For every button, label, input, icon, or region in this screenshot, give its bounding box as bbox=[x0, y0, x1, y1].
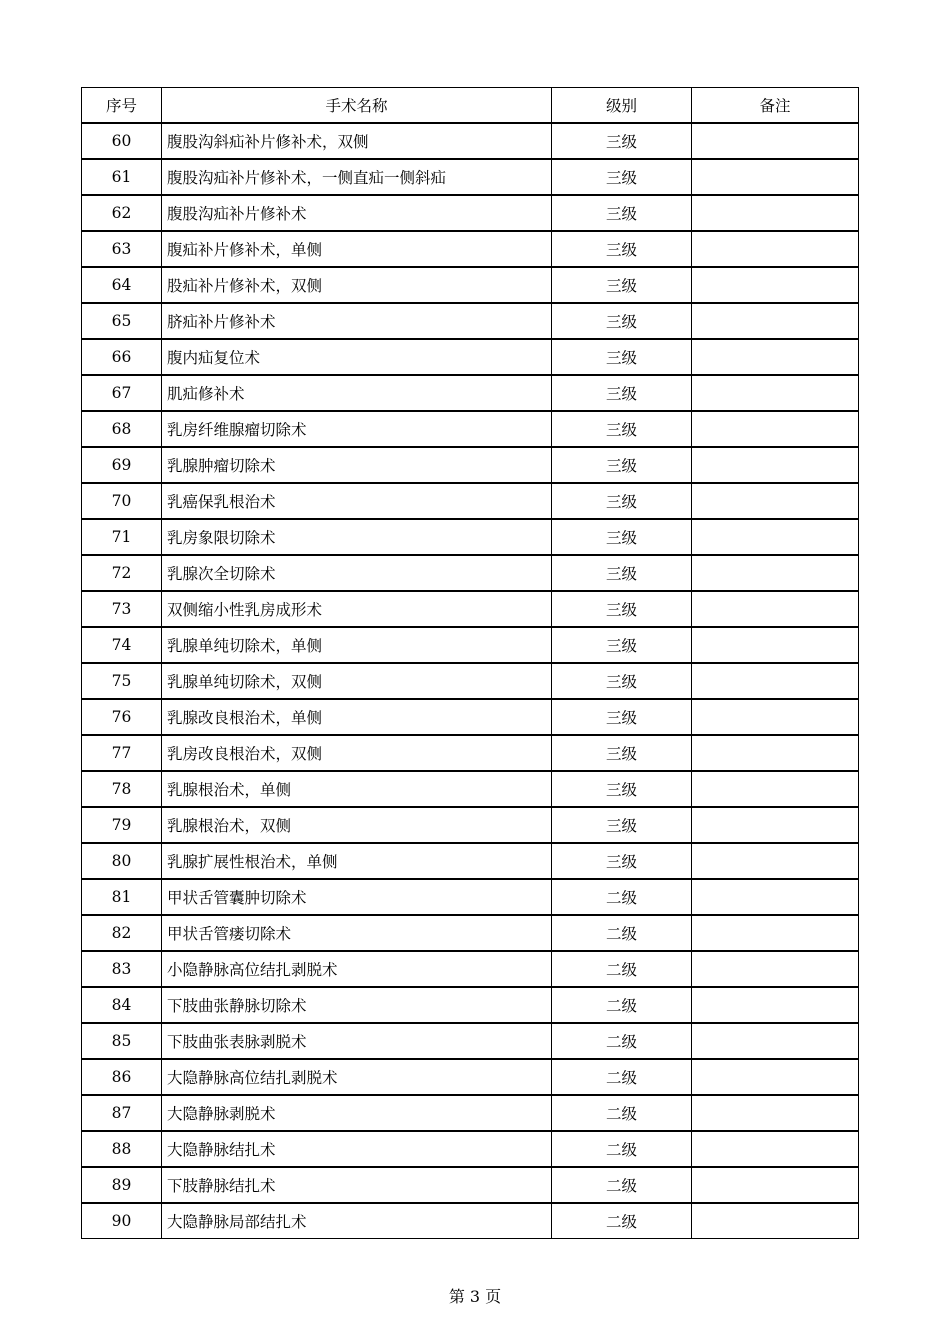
table-row bbox=[82, 771, 859, 807]
cell-level: 三级 bbox=[552, 195, 692, 231]
cell-no: 62 bbox=[82, 195, 162, 231]
cell-note bbox=[692, 1023, 859, 1059]
table-row bbox=[82, 519, 859, 555]
cell-level: 三级 bbox=[552, 411, 692, 447]
cell-name: 脐疝补片修补术 bbox=[162, 303, 552, 339]
cell-level: 三级 bbox=[552, 591, 692, 627]
cell-name: 大隐静脉局部结扎术 bbox=[162, 1203, 552, 1239]
cell-name: 乳房纤维腺瘤切除术 bbox=[162, 411, 552, 447]
cell-name: 股疝补片修补术，双侧 bbox=[162, 267, 552, 303]
cell-level: 三级 bbox=[552, 231, 692, 267]
table-row bbox=[82, 987, 859, 1023]
table-row bbox=[82, 159, 859, 195]
table-row bbox=[82, 915, 859, 951]
cell-no: 69 bbox=[82, 447, 162, 483]
cell-level: 三级 bbox=[552, 555, 692, 591]
cell-level: 二级 bbox=[552, 1095, 692, 1131]
cell-note bbox=[692, 1095, 859, 1131]
cell-no: 81 bbox=[82, 879, 162, 915]
cell-level: 二级 bbox=[552, 1167, 692, 1203]
table-row bbox=[82, 195, 859, 231]
cell-name: 下肢曲张表脉剥脱术 bbox=[162, 1023, 552, 1059]
cell-note bbox=[692, 735, 859, 771]
table-row bbox=[82, 1167, 859, 1203]
cell-no: 64 bbox=[82, 267, 162, 303]
cell-no: 90 bbox=[82, 1203, 162, 1239]
cell-note bbox=[692, 411, 859, 447]
cell-note bbox=[692, 267, 859, 303]
cell-name: 乳房象限切除术 bbox=[162, 519, 552, 555]
cell-level: 二级 bbox=[552, 951, 692, 987]
cell-note bbox=[692, 843, 859, 879]
cell-name: 乳腺根治术，双侧 bbox=[162, 807, 552, 843]
cell-level: 三级 bbox=[552, 483, 692, 519]
cell-note bbox=[692, 663, 859, 699]
cell-note bbox=[692, 447, 859, 483]
surgery-table bbox=[81, 87, 859, 1239]
cell-level: 三级 bbox=[552, 123, 692, 159]
cell-no: 82 bbox=[82, 915, 162, 951]
cell-level: 二级 bbox=[552, 879, 692, 915]
table-row bbox=[82, 843, 859, 879]
cell-no: 71 bbox=[82, 519, 162, 555]
cell-note bbox=[692, 627, 859, 663]
cell-name: 腹股沟疝补片修补术 bbox=[162, 195, 552, 231]
cell-name: 双侧缩小性乳房成形术 bbox=[162, 591, 552, 627]
table-row bbox=[82, 411, 859, 447]
cell-level: 二级 bbox=[552, 1131, 692, 1167]
cell-level: 二级 bbox=[552, 1059, 692, 1095]
table-row bbox=[82, 1131, 859, 1167]
cell-no: 61 bbox=[82, 159, 162, 195]
cell-note bbox=[692, 159, 859, 195]
table-row bbox=[82, 591, 859, 627]
table-row bbox=[82, 375, 859, 411]
cell-name: 乳腺单纯切除术，双侧 bbox=[162, 663, 552, 699]
table-row bbox=[82, 123, 859, 159]
table-row bbox=[82, 339, 859, 375]
cell-note bbox=[692, 195, 859, 231]
cell-name: 肌疝修补术 bbox=[162, 375, 552, 411]
cell-no: 87 bbox=[82, 1095, 162, 1131]
cell-note bbox=[692, 483, 859, 519]
cell-no: 73 bbox=[82, 591, 162, 627]
cell-level: 三级 bbox=[552, 843, 692, 879]
cell-level: 三级 bbox=[552, 735, 692, 771]
table-row bbox=[82, 555, 859, 591]
cell-note bbox=[692, 303, 859, 339]
cell-name: 腹股沟疝补片修补术，一侧直疝一侧斜疝 bbox=[162, 159, 552, 195]
cell-level: 三级 bbox=[552, 447, 692, 483]
cell-name: 乳房改良根治术，双侧 bbox=[162, 735, 552, 771]
cell-note bbox=[692, 375, 859, 411]
table-row bbox=[82, 1023, 859, 1059]
cell-name: 下肢静脉结扎术 bbox=[162, 1167, 552, 1203]
table-row bbox=[82, 483, 859, 519]
cell-no: 72 bbox=[82, 555, 162, 591]
cell-level: 二级 bbox=[552, 1023, 692, 1059]
table-row bbox=[82, 627, 859, 663]
cell-level: 三级 bbox=[552, 519, 692, 555]
table-row bbox=[82, 1059, 859, 1095]
header-level: 级别 bbox=[552, 88, 692, 124]
cell-level: 二级 bbox=[552, 915, 692, 951]
table-body bbox=[82, 123, 859, 1239]
table-row bbox=[82, 735, 859, 771]
cell-no: 77 bbox=[82, 735, 162, 771]
cell-no: 70 bbox=[82, 483, 162, 519]
cell-no: 68 bbox=[82, 411, 162, 447]
table-row bbox=[82, 663, 859, 699]
cell-name: 大隐静脉高位结扎剥脱术 bbox=[162, 1059, 552, 1095]
cell-name: 乳腺扩展性根治术，单侧 bbox=[162, 843, 552, 879]
table-row bbox=[82, 879, 859, 915]
cell-no: 83 bbox=[82, 951, 162, 987]
table-row bbox=[82, 1203, 859, 1239]
cell-note bbox=[692, 1167, 859, 1203]
cell-level: 三级 bbox=[552, 699, 692, 735]
cell-note bbox=[692, 123, 859, 159]
cell-no: 65 bbox=[82, 303, 162, 339]
table-header-row bbox=[82, 88, 859, 124]
cell-name: 乳腺单纯切除术，单侧 bbox=[162, 627, 552, 663]
cell-note bbox=[692, 915, 859, 951]
cell-name: 腹内疝复位术 bbox=[162, 339, 552, 375]
cell-note bbox=[692, 1203, 859, 1239]
cell-name: 乳腺肿瘤切除术 bbox=[162, 447, 552, 483]
cell-name: 大隐静脉剥脱术 bbox=[162, 1095, 552, 1131]
cell-no: 80 bbox=[82, 843, 162, 879]
cell-note bbox=[692, 1131, 859, 1167]
cell-no: 84 bbox=[82, 987, 162, 1023]
cell-note bbox=[692, 699, 859, 735]
header-no: 序号 bbox=[82, 88, 162, 124]
table-row bbox=[82, 699, 859, 735]
cell-name: 乳腺根治术，单侧 bbox=[162, 771, 552, 807]
cell-name: 腹股沟斜疝补片修补术，双侧 bbox=[162, 123, 552, 159]
cell-level: 三级 bbox=[552, 159, 692, 195]
cell-level: 二级 bbox=[552, 987, 692, 1023]
cell-level: 三级 bbox=[552, 807, 692, 843]
cell-no: 66 bbox=[82, 339, 162, 375]
cell-name: 小隐静脉高位结扎剥脱术 bbox=[162, 951, 552, 987]
table-row bbox=[82, 1095, 859, 1131]
cell-no: 88 bbox=[82, 1131, 162, 1167]
header-name: 手术名称 bbox=[162, 88, 552, 124]
cell-note bbox=[692, 951, 859, 987]
cell-level: 三级 bbox=[552, 627, 692, 663]
cell-no: 60 bbox=[82, 123, 162, 159]
cell-name: 乳腺次全切除术 bbox=[162, 555, 552, 591]
table-row bbox=[82, 303, 859, 339]
page-number: 第 3 页 bbox=[448, 1287, 502, 1306]
cell-note bbox=[692, 987, 859, 1023]
cell-no: 76 bbox=[82, 699, 162, 735]
cell-name: 大隐静脉结扎术 bbox=[162, 1131, 552, 1167]
table-row bbox=[82, 231, 859, 267]
cell-name: 腹疝补片修补术，单侧 bbox=[162, 231, 552, 267]
cell-name: 下肢曲张静脉切除术 bbox=[162, 987, 552, 1023]
cell-note bbox=[692, 771, 859, 807]
cell-no: 86 bbox=[82, 1059, 162, 1095]
cell-no: 85 bbox=[82, 1023, 162, 1059]
cell-note bbox=[692, 231, 859, 267]
table-row bbox=[82, 807, 859, 843]
cell-level: 三级 bbox=[552, 375, 692, 411]
cell-level: 三级 bbox=[552, 267, 692, 303]
cell-name: 乳癌保乳根治术 bbox=[162, 483, 552, 519]
cell-level: 二级 bbox=[552, 1203, 692, 1239]
cell-name: 乳腺改良根治术，单侧 bbox=[162, 699, 552, 735]
cell-name: 甲状舌管瘘切除术 bbox=[162, 915, 552, 951]
cell-no: 67 bbox=[82, 375, 162, 411]
table-row bbox=[82, 447, 859, 483]
table-row bbox=[82, 267, 859, 303]
header-note: 备注 bbox=[692, 88, 859, 124]
cell-level: 三级 bbox=[552, 303, 692, 339]
cell-no: 78 bbox=[82, 771, 162, 807]
table-row bbox=[82, 951, 859, 987]
cell-note bbox=[692, 591, 859, 627]
cell-no: 63 bbox=[82, 231, 162, 267]
cell-no: 75 bbox=[82, 663, 162, 699]
cell-note bbox=[692, 519, 859, 555]
cell-level: 三级 bbox=[552, 339, 692, 375]
cell-name: 甲状舌管囊肿切除术 bbox=[162, 879, 552, 915]
cell-note bbox=[692, 879, 859, 915]
cell-note bbox=[692, 1059, 859, 1095]
cell-level: 三级 bbox=[552, 663, 692, 699]
cell-note bbox=[692, 339, 859, 375]
cell-no: 89 bbox=[82, 1167, 162, 1203]
cell-note bbox=[692, 555, 859, 591]
cell-note bbox=[692, 807, 859, 843]
cell-level: 三级 bbox=[552, 771, 692, 807]
cell-no: 79 bbox=[82, 807, 162, 843]
cell-no: 74 bbox=[82, 627, 162, 663]
